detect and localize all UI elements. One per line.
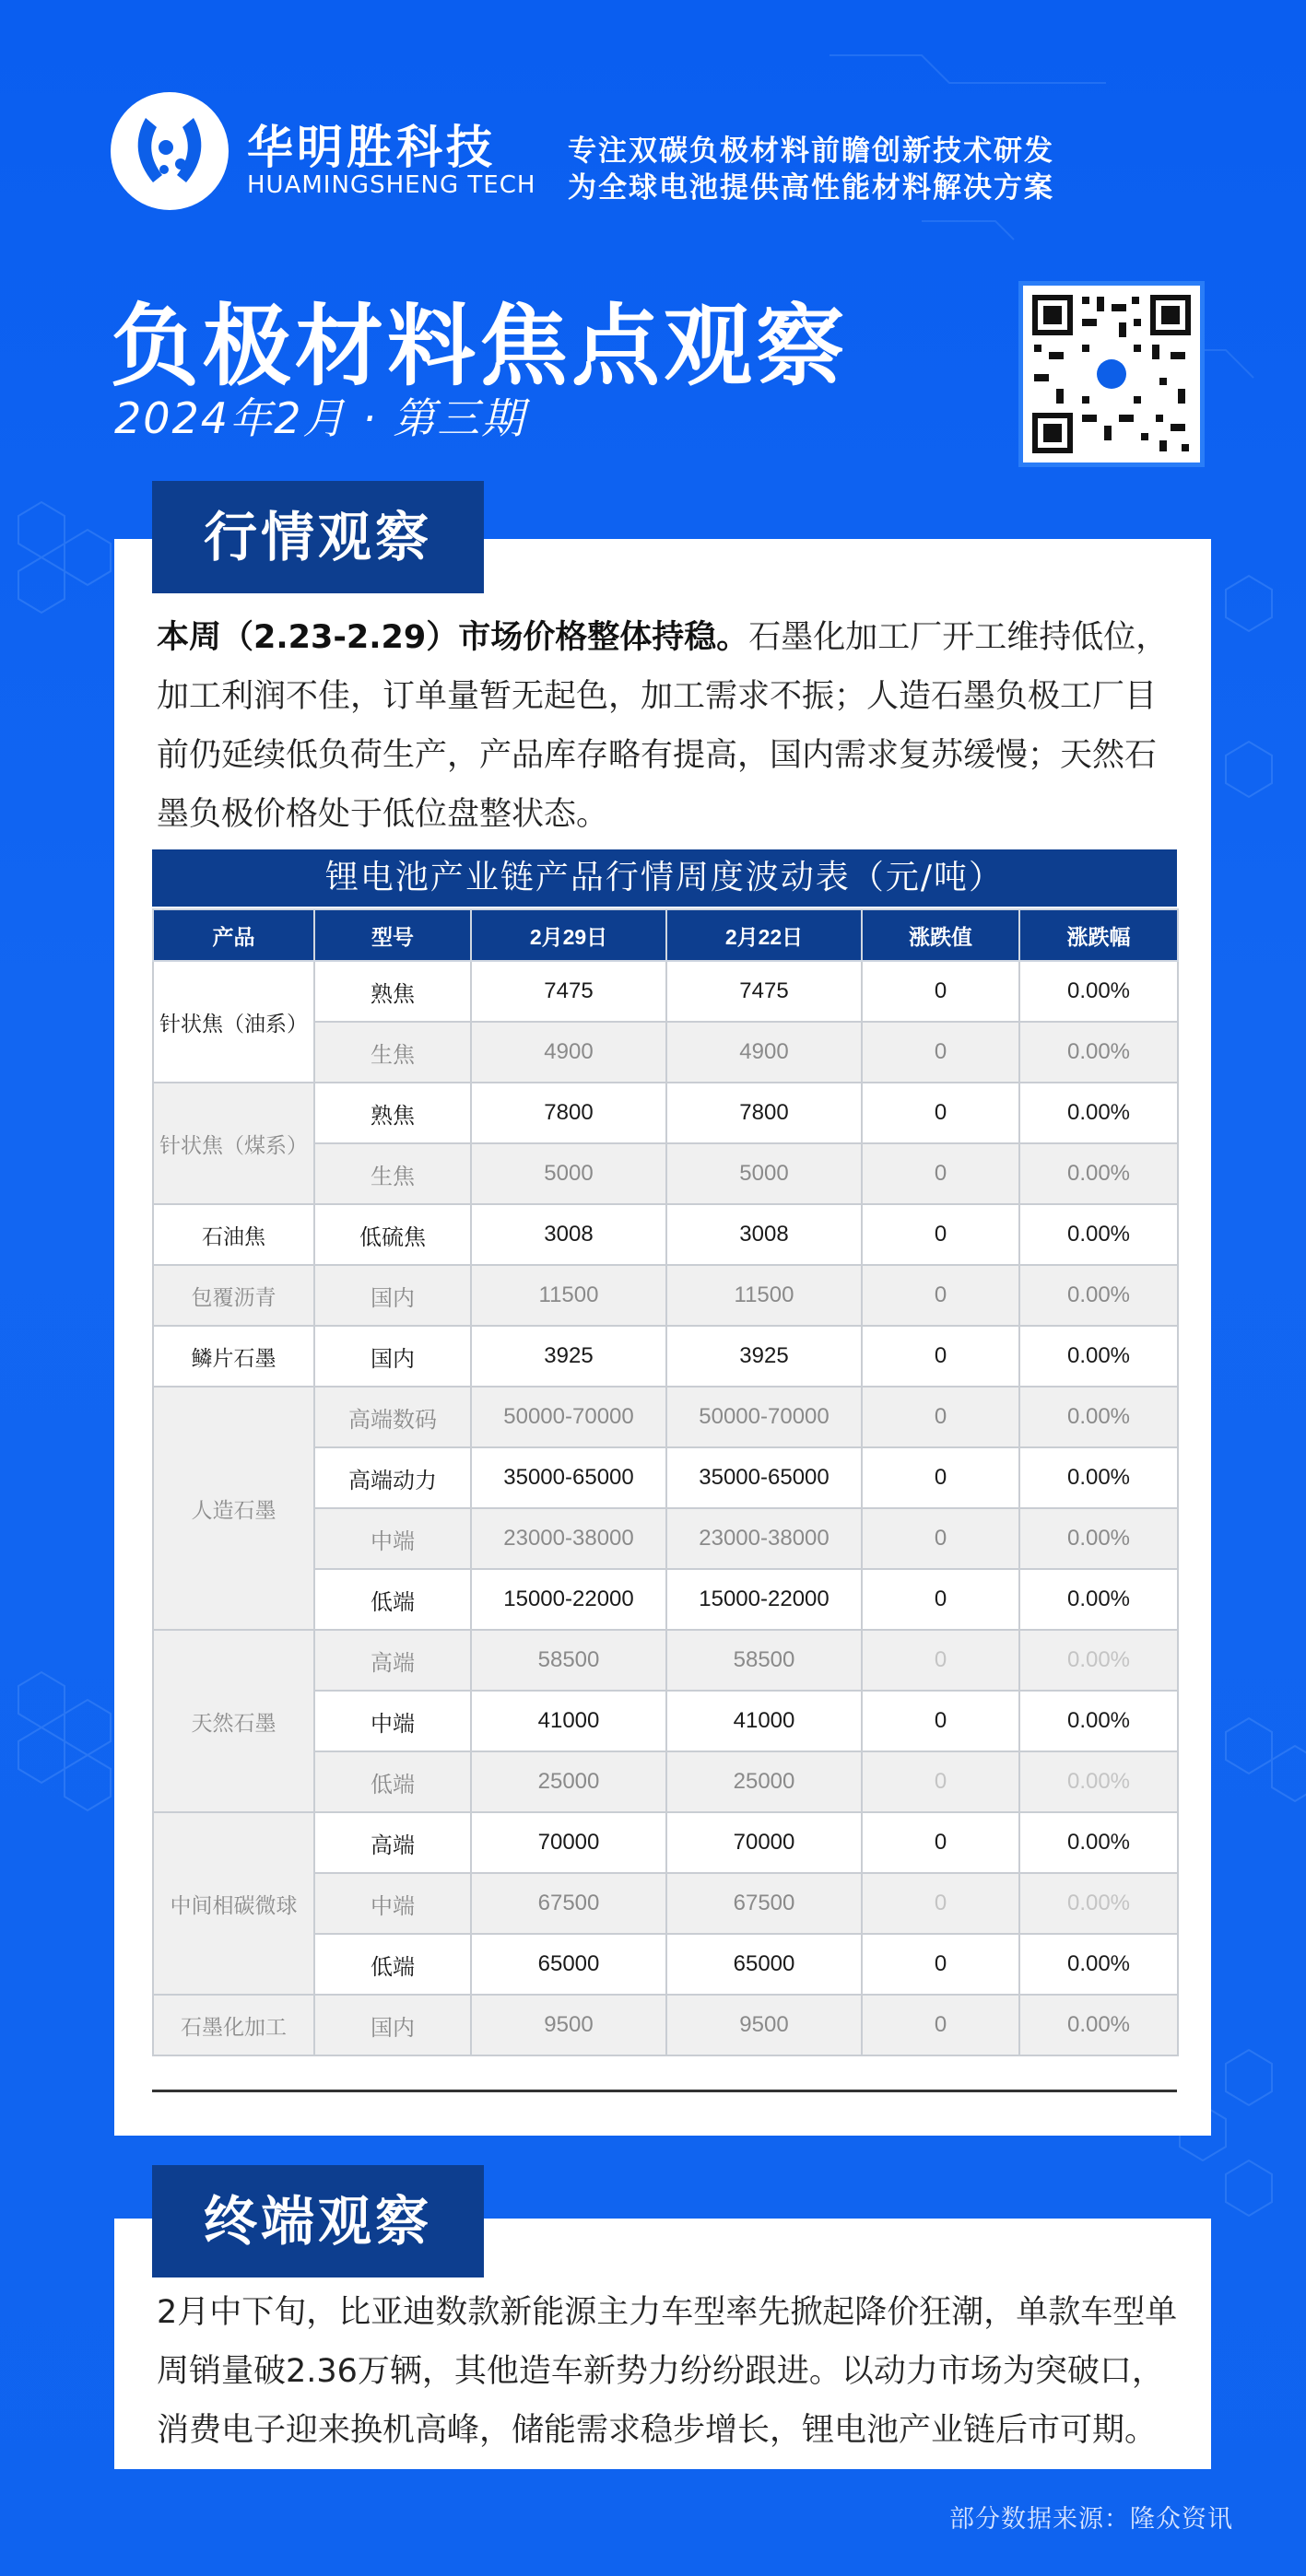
previous-price-cell: 5000 [666,1143,862,1204]
model-cell: 国内 [314,1326,471,1387]
current-price-cell: 11500 [471,1265,666,1326]
change-value-cell: 0 [862,1995,1019,2055]
change-value-cell: 0 [862,1569,1019,1630]
issue-subtitle: 2024年2月 · 第三期 [114,393,526,443]
previous-price-cell: 4900 [666,1022,862,1083]
model-cell: 生焦 [314,1143,471,1204]
current-price-cell: 65000 [471,1934,666,1995]
previous-price-cell: 35000-65000 [666,1447,862,1508]
previous-price-cell: 7475 [666,961,862,1022]
change-value-cell: 0 [862,1691,1019,1751]
previous-price-cell: 41000 [666,1691,862,1751]
previous-price-cell: 70000 [666,1812,862,1873]
col-header-model: 型号 [314,909,471,961]
current-price-cell: 7475 [471,961,666,1022]
change-percent-cell: 0.00% [1019,1083,1178,1143]
change-percent-cell: 0.00% [1019,1022,1178,1083]
model-cell: 中端 [314,1691,471,1751]
table-row [153,1326,1178,1387]
change-percent-cell: 0.00% [1019,1447,1178,1508]
current-price-cell: 35000-65000 [471,1447,666,1508]
previous-price-cell: 11500 [666,1265,862,1326]
market-summary-body: 石墨化加工厂开工维持低位，加工利润不佳，订单量暂无起色，加工需求不振；人造石墨负极工厂目前仍延续低负荷生产，产品库存略有提高，国内需求复苏缓慢；天然石墨负极价格处于低位盘整状态。 [157,619,1169,833]
product-cell: 针状焦（煤系） [153,1083,314,1204]
change-percent-cell: 0.00% [1019,1204,1178,1265]
table-row [153,1630,1178,1691]
price-table-title: 锂电池产业链产品行情周度波动表（元/吨） [152,849,1177,907]
current-price-cell: 23000-38000 [471,1508,666,1569]
current-price-cell: 9500 [471,1995,666,2055]
change-percent-cell: 0.00% [1019,1265,1178,1326]
previous-price-cell: 23000-38000 [666,1508,862,1569]
model-cell: 中端 [314,1508,471,1569]
col-header-change-value: 涨跌值 [862,909,1019,961]
change-value-cell: 0 [862,1508,1019,1569]
previous-price-cell: 7800 [666,1083,862,1143]
table-header-row [153,909,1178,961]
col-header-previous-date: 2月22日 [666,909,862,961]
brand-name-en: HUAMINGSHENG TECH [247,171,536,199]
qr-code [1018,281,1205,467]
change-value-cell: 0 [862,1143,1019,1204]
change-percent-cell: 0.00% [1019,1387,1178,1447]
market-summary-lead: 本周（2.23-2.29）市场价格整体持稳。 [157,619,749,656]
table-row [153,1265,1178,1326]
current-price-cell: 70000 [471,1812,666,1873]
previous-price-cell: 9500 [666,1995,862,2055]
model-cell: 熟焦 [314,1083,471,1143]
change-percent-cell: 0.00% [1019,1934,1178,1995]
slogan-line-2: 为全球电池提供高性能材料解决方案 [568,171,1054,205]
change-percent-cell: 0.00% [1019,1995,1178,2055]
section-title-terminal: 终端观察 [152,2165,484,2277]
change-percent-cell: 0.00% [1019,1326,1178,1387]
previous-price-cell: 65000 [666,1934,862,1995]
col-header-current-date: 2月29日 [471,909,666,961]
change-value-cell: 0 [862,1630,1019,1691]
change-value-cell: 0 [862,961,1019,1022]
model-cell: 低硫焦 [314,1204,471,1265]
brand-name-cn: 华明胜科技 [247,121,496,174]
model-cell: 国内 [314,1265,471,1326]
model-cell: 高端 [314,1630,471,1691]
model-cell: 高端动力 [314,1447,471,1508]
previous-price-cell: 3008 [666,1204,862,1265]
table-row [153,961,1178,1022]
model-cell: 国内 [314,1995,471,2055]
current-price-cell: 3008 [471,1204,666,1265]
table-row [153,1083,1178,1143]
model-cell: 中端 [314,1873,471,1934]
price-table [152,908,1179,2056]
change-percent-cell: 0.00% [1019,1751,1178,1812]
model-cell: 高端 [314,1812,471,1873]
table-row [153,1387,1178,1447]
previous-price-cell: 25000 [666,1751,862,1812]
table-row [153,1812,1178,1873]
change-percent-cell: 0.00% [1019,1812,1178,1873]
previous-price-cell: 50000-70000 [666,1387,862,1447]
change-percent-cell: 0.00% [1019,1691,1178,1751]
model-cell: 熟焦 [314,961,471,1022]
product-cell: 石油焦 [153,1204,314,1265]
current-price-cell: 25000 [471,1751,666,1812]
company-logo [109,90,230,212]
model-cell: 低端 [314,1934,471,1995]
product-cell: 包覆沥青 [153,1265,314,1326]
previous-price-cell: 3925 [666,1326,862,1387]
table-row [153,1995,1178,2055]
previous-price-cell: 58500 [666,1630,862,1691]
change-value-cell: 0 [862,1447,1019,1508]
table-row [153,1204,1178,1265]
change-value-cell: 0 [862,1934,1019,1995]
change-percent-cell: 0.00% [1019,1143,1178,1204]
product-cell: 中间相碳微球 [153,1812,314,1995]
change-value-cell: 0 [862,1083,1019,1143]
product-cell: 针状焦（油系） [153,961,314,1083]
current-price-cell: 67500 [471,1873,666,1934]
table-bottom-rule [152,2090,1177,2092]
col-header-change-percent: 涨跌幅 [1019,909,1178,961]
section-title-market: 行情观察 [152,481,484,593]
model-cell: 高端数码 [314,1387,471,1447]
model-cell: 生焦 [314,1022,471,1083]
data-source-note: 部分数据来源：隆众资讯 [949,2505,1233,2534]
change-percent-cell: 0.00% [1019,1508,1178,1569]
col-header-product: 产品 [153,909,314,961]
terminal-text: 2月中下旬，比亚迪数款新能源主力车型率先掀起降价狂潮，单款车型单周销量破2.36万辆，其他造车新势力纷纷跟进。以动力市场为突破口，消费电子迎来换机高峰，储能需求稳步增长，锂电池产业链后市可期。 [157,2294,1178,2449]
model-cell: 低端 [314,1751,471,1812]
change-value-cell: 0 [862,1204,1019,1265]
change-value-cell: 0 [862,1873,1019,1934]
previous-price-cell: 67500 [666,1873,862,1934]
change-percent-cell: 0.00% [1019,961,1178,1022]
current-price-cell: 58500 [471,1630,666,1691]
market-summary [157,608,1178,844]
product-cell: 天然石墨 [153,1630,314,1812]
slogan-line-1: 专注双碳负极材料前瞻创新技术研发 [568,135,1054,168]
current-price-cell: 15000-22000 [471,1569,666,1630]
page-title: 负极材料焦点观察 [111,295,848,398]
change-value-cell: 0 [862,1265,1019,1326]
current-price-cell: 5000 [471,1143,666,1204]
current-price-cell: 7800 [471,1083,666,1143]
current-price-cell: 50000-70000 [471,1387,666,1447]
current-price-cell: 3925 [471,1326,666,1387]
current-price-cell: 4900 [471,1022,666,1083]
product-cell: 石墨化加工 [153,1995,314,2055]
change-percent-cell: 0.00% [1019,1569,1178,1630]
change-value-cell: 0 [862,1022,1019,1083]
current-price-cell: 41000 [471,1691,666,1751]
model-cell: 低端 [314,1569,471,1630]
change-value-cell: 0 [862,1387,1019,1447]
previous-price-cell: 15000-22000 [666,1569,862,1630]
change-percent-cell: 0.00% [1019,1630,1178,1691]
product-cell: 鳞片石墨 [153,1326,314,1387]
change-value-cell: 0 [862,1326,1019,1387]
product-cell: 人造石墨 [153,1387,314,1630]
change-value-cell: 0 [862,1812,1019,1873]
change-value-cell: 0 [862,1751,1019,1812]
change-percent-cell: 0.00% [1019,1873,1178,1934]
